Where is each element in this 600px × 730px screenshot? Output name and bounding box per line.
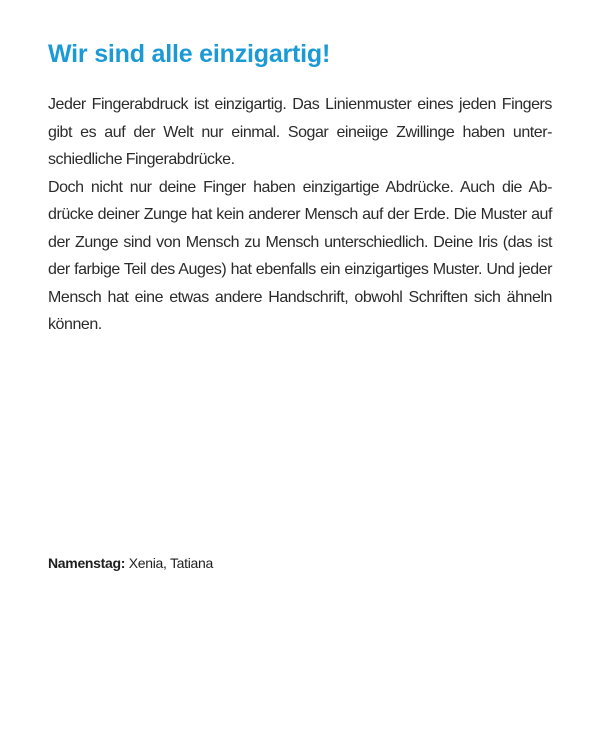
name-day-names: Xenia, Tatiana [128, 555, 214, 571]
page-title: Wir sind alle einzigartig! [48, 40, 331, 68]
paragraph-uniqueness: Doch nicht nur deine Finger haben einzigartige Abdrücke. Auch die Ab-drücke deiner Zunge hat kein anderer Mensch auf der Erde. Die Muster auf der Zunge sind von Mensch zu Mensch unterschiedlich. Deine Iris (das ist der farbige Teil des Auges) hat ebenfalls ein einzigartiges Muster. Und jeder Mensch hat eine etwas andere Handschrift, obwohl Schriften sich ähneln können. [48, 178, 552, 333]
body-text [48, 91, 552, 339]
name-day-label: Namenstag: [48, 555, 126, 571]
name-day-line [48, 553, 213, 573]
paragraph-fingerprint: Jeder Fingerabdruck ist einzigartig. Das Linienmuster eines jeden Fingers gibt es auf der Welt nur einmal. Sogar eineiige Zwillinge haben unter-schiedliche Fingerabdrücke. [48, 96, 552, 168]
